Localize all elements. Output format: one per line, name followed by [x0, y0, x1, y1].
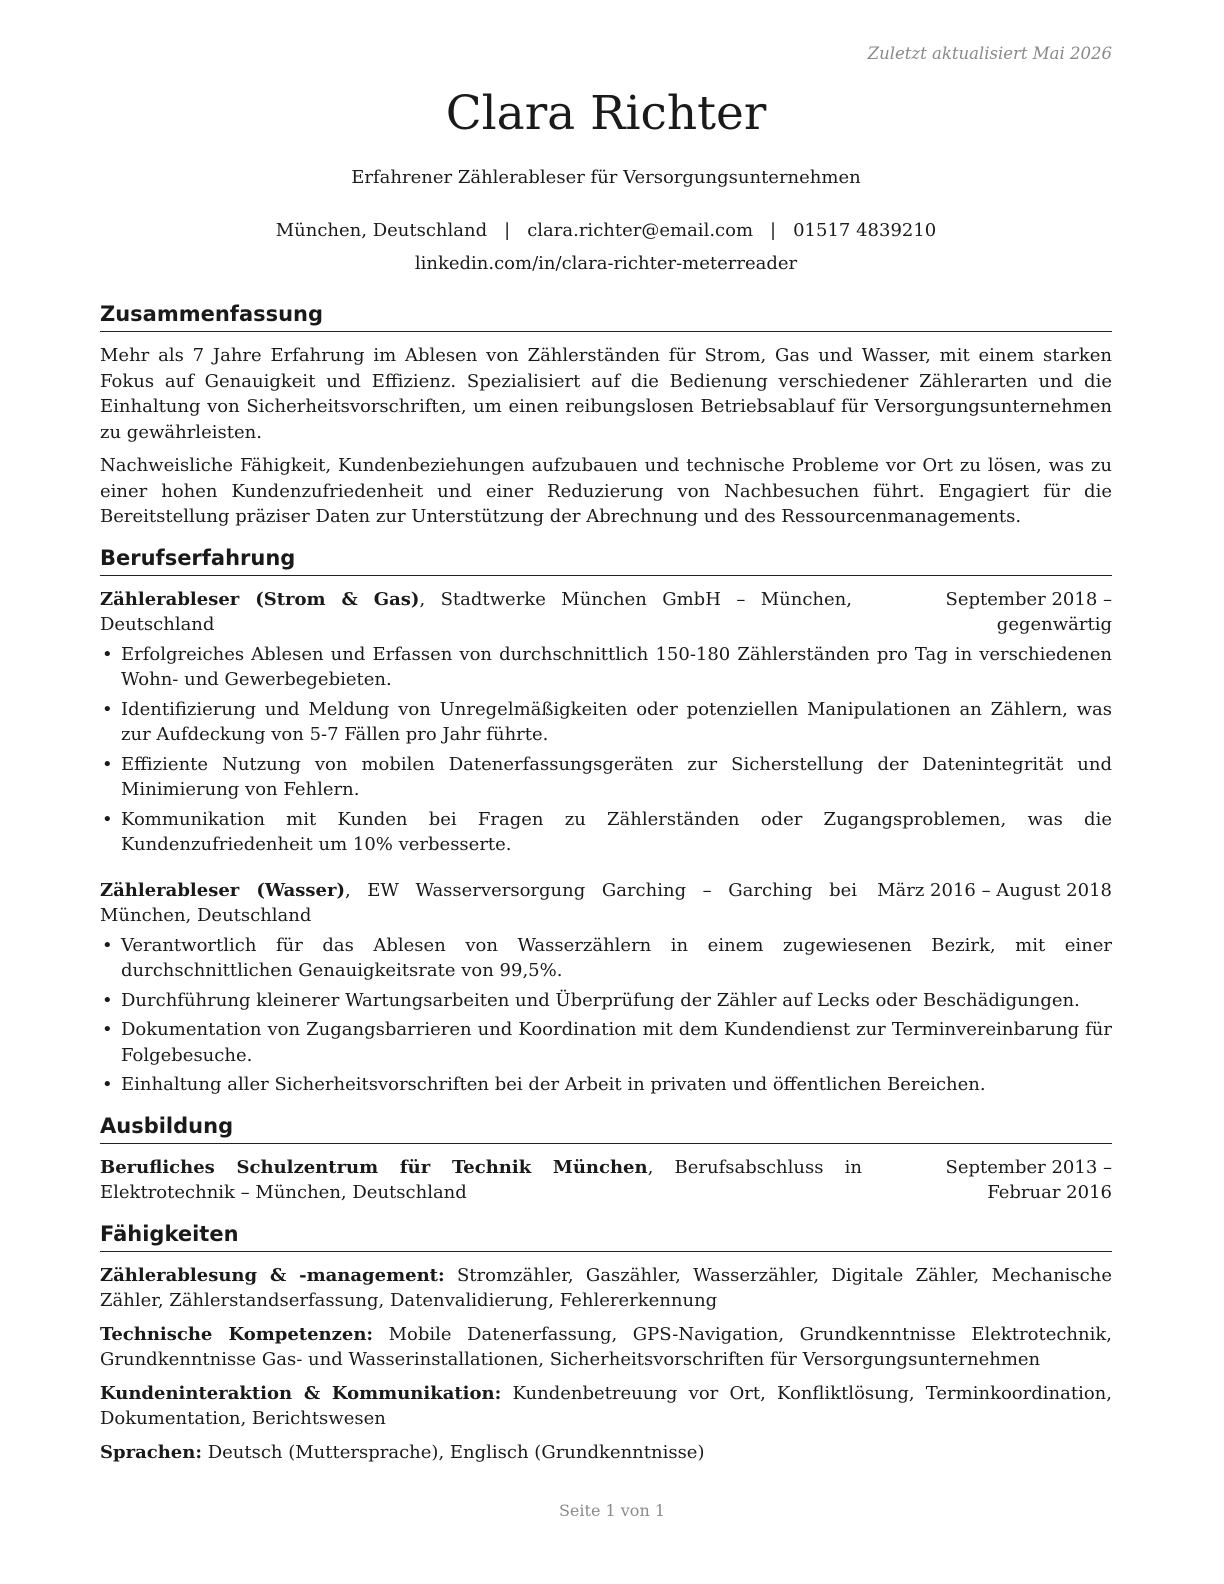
section-heading: Zusammenfassung	[100, 300, 1112, 332]
job-header	[100, 587, 1112, 638]
phone-number: 01517 4839210	[793, 220, 937, 241]
email-link[interactable]: clara.richter@email.com	[527, 220, 754, 241]
job-employer: , Stadtwerke München GmbH – München, Deutschland	[100, 588, 852, 635]
linkedin-link[interactable]: linkedin.com/in/clara-richter-meterreader	[414, 253, 798, 274]
job-header	[100, 878, 1112, 929]
job-role: Zählerableser (Wasser)	[100, 879, 345, 901]
skill-item	[100, 1322, 1112, 1373]
skill-label: Zählerablesung & -management:	[100, 1264, 445, 1286]
section-heading: Fähigkeiten	[100, 1220, 1112, 1252]
skills-section	[100, 1220, 1112, 1466]
job-bullets	[100, 933, 1112, 1098]
skill-label: Sprachen:	[100, 1441, 202, 1463]
page-number: Seite 1 von 1	[558, 1501, 666, 1520]
location: München, Deutschland	[275, 220, 488, 241]
skill-item	[100, 1381, 1112, 1432]
job-employer: , EW Wasserversorgung Garching – Garching bei München, Deutschland	[100, 879, 858, 926]
education-section	[100, 1112, 1112, 1206]
contact-line	[100, 220, 1112, 241]
summary-section	[100, 300, 1112, 530]
last-updated-note: Zuletzt aktualisiert Mai 2026	[867, 44, 1112, 63]
job-entry	[100, 587, 1112, 858]
summary-paragraph: Mehr als 7 Jahre Erfahrung im Ablesen von Zählerständen für Strom, Gas und Wasser, mit einem starken Fokus auf Genauigkeit und Effizienz. Spezialisiert auf die Bedienung verschiedener Zählerarten und die Einhaltung von Sicherheitsvorschriften, um einen reibungslosen Betriebsablauf für Versorgungsunternehmen zu gewährleisten.	[100, 345, 1112, 443]
skill-text: Deutsch (Muttersprache), Englisch (Grundkenntnisse)	[201, 1441, 705, 1463]
education-entry	[100, 1155, 1112, 1206]
summary-paragraph: Nachweisliche Fähigkeit, Kundenbeziehungen aufzubauen und technische Probleme vor Ort zu lösen, was zu einer hohen Kundenzufriedenheit und einer Reduzierung von Nachbesuchen führt. Engagiert für die Bereitstellung präziser Daten zur Unterstützung der Abrechnung und des Ressourcenmanagements.	[100, 455, 1112, 527]
list-item: • Kommunikation mit Kunden bei Fragen zu Zählerständen oder Zugangsproblemen, was die Kundenzufriedenheit um 10% verbesserte.	[100, 807, 1112, 858]
skill-text: Kundenbetreuung vor Ort, Konfliktlösung, Terminkoordination, Dokumentation, Berichtswesen	[100, 1382, 1112, 1429]
section-heading: Ausbildung	[100, 1112, 1112, 1144]
job-entry	[100, 878, 1112, 1098]
job-dates: September 2018 – gegenwärtig	[945, 588, 1112, 635]
list-item: • Durchführung kleinerer Wartungsarbeiten und Überprüfung der Zähler auf Lecks oder Beschädigungen.	[100, 988, 1112, 1014]
experience-section	[100, 544, 1112, 1098]
job-title: Erfahrener Zählerableser für Versorgungsunternehmen	[351, 167, 861, 188]
list-item: • Effiziente Nutzung von mobilen Datenerfassungsgeräten zur Sicherstellung der Datenintegrität und Minimierung von Fehlern.	[100, 752, 1112, 803]
list-item: • Erfolgreiches Ablesen und Erfassen von durchschnittlich 150-180 Zählerständen pro Tag in verschiedenen Wohn- und Gewerbegebieten.	[100, 642, 1112, 693]
list-item: • Einhaltung aller Sicherheitsvorschriften bei der Arbeit in privaten und öffentlichen Bereichen.	[100, 1072, 1112, 1098]
candidate-name: Clara Richter	[445, 86, 767, 141]
skill-item	[100, 1263, 1112, 1314]
section-heading: Berufserfahrung	[100, 544, 1112, 576]
school-name: Berufliches Schulzentrum für Technik München	[100, 1156, 648, 1178]
job-role: Zählerableser (Strom & Gas)	[100, 588, 420, 610]
skill-text: Mobile Datenerfassung, GPS-Navigation, Grundkenntnisse Elektrotechnik, Grundkenntnisse Gas- und Wasserinstallationen, Sicherheitsvorschriften für Versorgungsunternehmen	[100, 1323, 1113, 1370]
skill-item	[100, 1440, 1112, 1466]
list-item: • Dokumentation von Zugangsbarrieren und Koordination mit dem Kundendienst zur Terminvereinbarung für Folgebesuche.	[100, 1017, 1112, 1068]
education-dates: September 2013 – Februar 2016	[945, 1156, 1112, 1203]
skill-label: Technische Kompetenzen:	[100, 1323, 374, 1345]
separator: |	[770, 220, 777, 241]
education-detail: , Berufsabschluss in Elektrotechnik – München, Deutschland	[100, 1156, 862, 1203]
job-bullets	[100, 642, 1112, 858]
skill-text: Stromzähler, Gaszähler, Wasserzähler, Digitale Zähler, Mechanische Zähler, Zählerstandserfassung, Datenvalidierung, Fehlererkennung	[100, 1264, 1112, 1311]
skill-label: Kundeninteraktion & Kommunikation:	[100, 1382, 502, 1404]
list-item: • Verantwortlich für das Ablesen von Wasserzählern in einem zugewiesenen Bezirk, mit einer durchschnittlichen Genauigkeitsrate von 99,5%.	[100, 933, 1112, 984]
list-item: • Identifizierung und Meldung von Unregelmäßigkeiten oder potenziellen Manipulationen an Zählern, was zur Aufdeckung von 5-7 Fällen pro Jahr führte.	[100, 697, 1112, 748]
separator: |	[504, 220, 511, 241]
job-dates: März 2016 – August 2018	[877, 879, 1112, 901]
resume-content	[100, 300, 1112, 1473]
